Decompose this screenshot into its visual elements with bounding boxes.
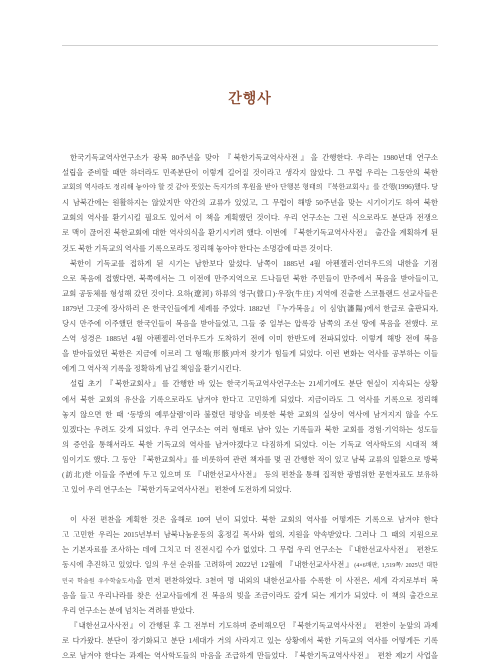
text-line: 로 맥이 끊어진 북한교회에 대한 역사의식을 환기시키려 했다. 이번에 『북한기독교역사사전』 출간을 계획하게 된 xyxy=(62,228,438,238)
text-line: 설립을 준비할 때만 하더라도 민족분단이 이렇게 길어질 것이라고 생각지 않았다. 그 무렵 우리는 그동안의 북한 xyxy=(62,168,438,178)
page-title: 간행사 xyxy=(228,92,272,107)
text-line: 고 있어 우리 연구소는 『북한기독교역사사전』 편찬에 도전하게 되었다. xyxy=(62,485,292,495)
text-line: 이 사전 편찬을 계획한 것은 올해로 10여 년이 되었다. 북한 교회의 역사를 어떻게든 기록으로 남겨야 한다 xyxy=(70,515,438,525)
text-line xyxy=(62,557,438,572)
text-line: 당시 만주에 이주했던 한국인들이 복음을 받아들였고, 그들 중 일부는 압록강 남쪽의 조선 땅에 복음을 전했다. 로 xyxy=(62,319,438,329)
text-line: 교회의 역사라도 정리해 놓아야 할 것 같아 뜻있는 독지가의 후원을 받아 단행본 형태의 『북한교회사』를 간행(1996)했다. 당 xyxy=(62,183,438,192)
text-line: 북한이 기독교를 접하게 된 시기는 남한보다 앞섰다. 남쪽이 1885년 4월 아펜젤러·언더우드의 내한을 기점 xyxy=(70,258,438,268)
text-line: 고 고민한 우리는 2015년부터 남북나눔운동의 홍정길 목사와 협의, 지원을 약속받았다. 그러나 그 때의 지원으로 xyxy=(62,530,438,540)
text-line: 을 받아들였던 북한은 지금에 이르러 그 형해(形骸)마저 찾기가 힘들게 되었다. 이런 변화는 역사를 공부하는 이들 xyxy=(62,349,438,359)
inline-note: (4×6배판, 1,519쪽/ 2025년 대한 xyxy=(354,563,438,570)
paragraph-spacer xyxy=(62,497,438,512)
text-line: 교회의 역사를 환기시킬 필요도 있어서 이 책을 계획했던 것이다. 우리 연구소는 그런 식으로라도 분단과 전쟁으 xyxy=(62,213,438,223)
text-line: 스역 성경은 1885년 4월 아펜젤러·언더우드가 도착하기 전에 이미 한반도에 전파되었다. 이렇게 해방 전에 복음 xyxy=(62,334,438,344)
text-line: 놓지 않으면 한 때 ‘동방의 예루살렘’이라 불렸던 평양을 비롯한 북한 교회의 실상이 역사에 남겨지지 않을 수도 xyxy=(62,409,438,419)
text-line: 으로 남겨야 한다는 과제는 역사학도들의 마음을 조급하게 만들었다. 『북한기독교역사사전』 편찬 제2기 사업을 xyxy=(62,651,438,660)
text-line: 1879년 그곳에 장사하러 온 한국인들에게 세례를 주었다. 1882년 『누가복음』이 심양(瀋陽)에서 한글로 출판되자, xyxy=(62,303,438,313)
body-text xyxy=(62,150,438,663)
text-line: 교회 공동체를 형성해 갔던 것이다. 요하(遼河) 하류의 영구(營口)·우장(牛庄) 지역에 진출한 스코틀랜드 선교사들은 xyxy=(62,288,438,298)
text-line: 것도 북한 기독교의 역사를 기록으로라도 정리해 놓아야 한다는 소명감에 따른 것이다. xyxy=(62,243,333,253)
text-line: 으로 복음에 접했다면, 북쪽에서는 그 이전에 만주지역으로 드나들던 북한 주민들이 만주에서 복음을 받아들이고, xyxy=(62,273,438,283)
text-line: 에게 그 역사적 기록을 정확하게 남길 책임을 환기시킨다. xyxy=(62,364,241,374)
text-line: 로 다가왔다. 분단이 장기화되고 분단 1세대가 거의 사라지고 있는 상황에서 북한 기독교의 역사를 어떻게든 기록 xyxy=(62,635,438,645)
paragraph xyxy=(62,256,438,377)
text-line: 있겠다는 우려도 갖게 되었다. 우리 연구소는 여러 형태로 남아 있는 기록들과 북한 교회를 경험·기억하는 성도들 xyxy=(62,424,438,434)
inline-note: 민국 학술원 우수학술도서) xyxy=(62,578,136,585)
text-line xyxy=(62,573,438,588)
text-line: 는 기본자료를 조사하는 데에 그치고 더 진전시킬 수가 없었다. 그 무렵 우리 연구소는 『내한선교사사전』 편찬도 xyxy=(62,545,438,555)
text-line: 『내한선교사사전』이 간행된 후 그 전부터 기도하며 준비해오던 『북한기독교역사사전』 편찬이 눈앞의 과제 xyxy=(70,620,438,630)
paragraph xyxy=(62,150,438,256)
text-line: 한국기독교역사연구소가 광복 80주년을 맞아 『북한기독교역사사전』을 간행한다. 우리는 1980년대 연구소 xyxy=(70,153,438,162)
paragraph xyxy=(62,512,438,618)
text-line: 의 증언을 통해서라도 북한 기독교의 역사를 남겨야겠다고 다짐하게 되었다. 이는 기독교 역사학도의 시대적 책 xyxy=(62,439,438,449)
header-rule xyxy=(62,45,438,46)
line-text: 을 먼저 편찬하였다. 3천여 명 내외의 내한선교사를 수록한 이 사전은, 세계 각지로부터 복 xyxy=(135,575,438,585)
line-text: 동시에 추진하고 있었다. 일의 우선 순위를 고려하여 2022년 12월에 『내한선교사사전』 xyxy=(62,560,355,570)
text-line: 임이기도 했다. 그 동안 『북한교회사』를 비롯하여 관련 책자를 몇 권 간행한 적이 있고 남북 교류의 일환으로 방북 xyxy=(62,454,438,464)
text-line: 에서 북한 교회의 유산을 기록으로라도 남겨야 한다고 고민하게 되었다. 지금이라도 그 역사를 기록으로 정리해 xyxy=(62,394,438,404)
text-line: (訪北)한 이들을 주변에 두고 있으며 또 『내한선교사사전』 등의 편찬을 통해 집적한 광범위한 문헌자료도 보유하 xyxy=(62,469,438,479)
text-line: 설립 초기 『북한교회사』를 간행한 바 있는 한국기독교역사연구소는 21세기에도 분단 현실이 지속되는 상황 xyxy=(70,379,438,389)
paragraph xyxy=(62,618,438,663)
text-line: 음을 들고 우리나라를 찾은 선교사들에게 진 복음의 빚을 조금이라도 갚게 되는 계기가 되었다. 이 책의 출간으로 xyxy=(62,590,438,600)
text-line: 시 남북간에는 원활하지는 않았지만 약간의 교류가 있었고, 그 무렵이 해방 50주년을 맞는 시기이기도 하여 북한 xyxy=(62,198,438,208)
paragraph xyxy=(62,376,438,497)
text-line: 우리 연구소는 분에 넘치는 격려를 받았다. xyxy=(62,605,195,615)
